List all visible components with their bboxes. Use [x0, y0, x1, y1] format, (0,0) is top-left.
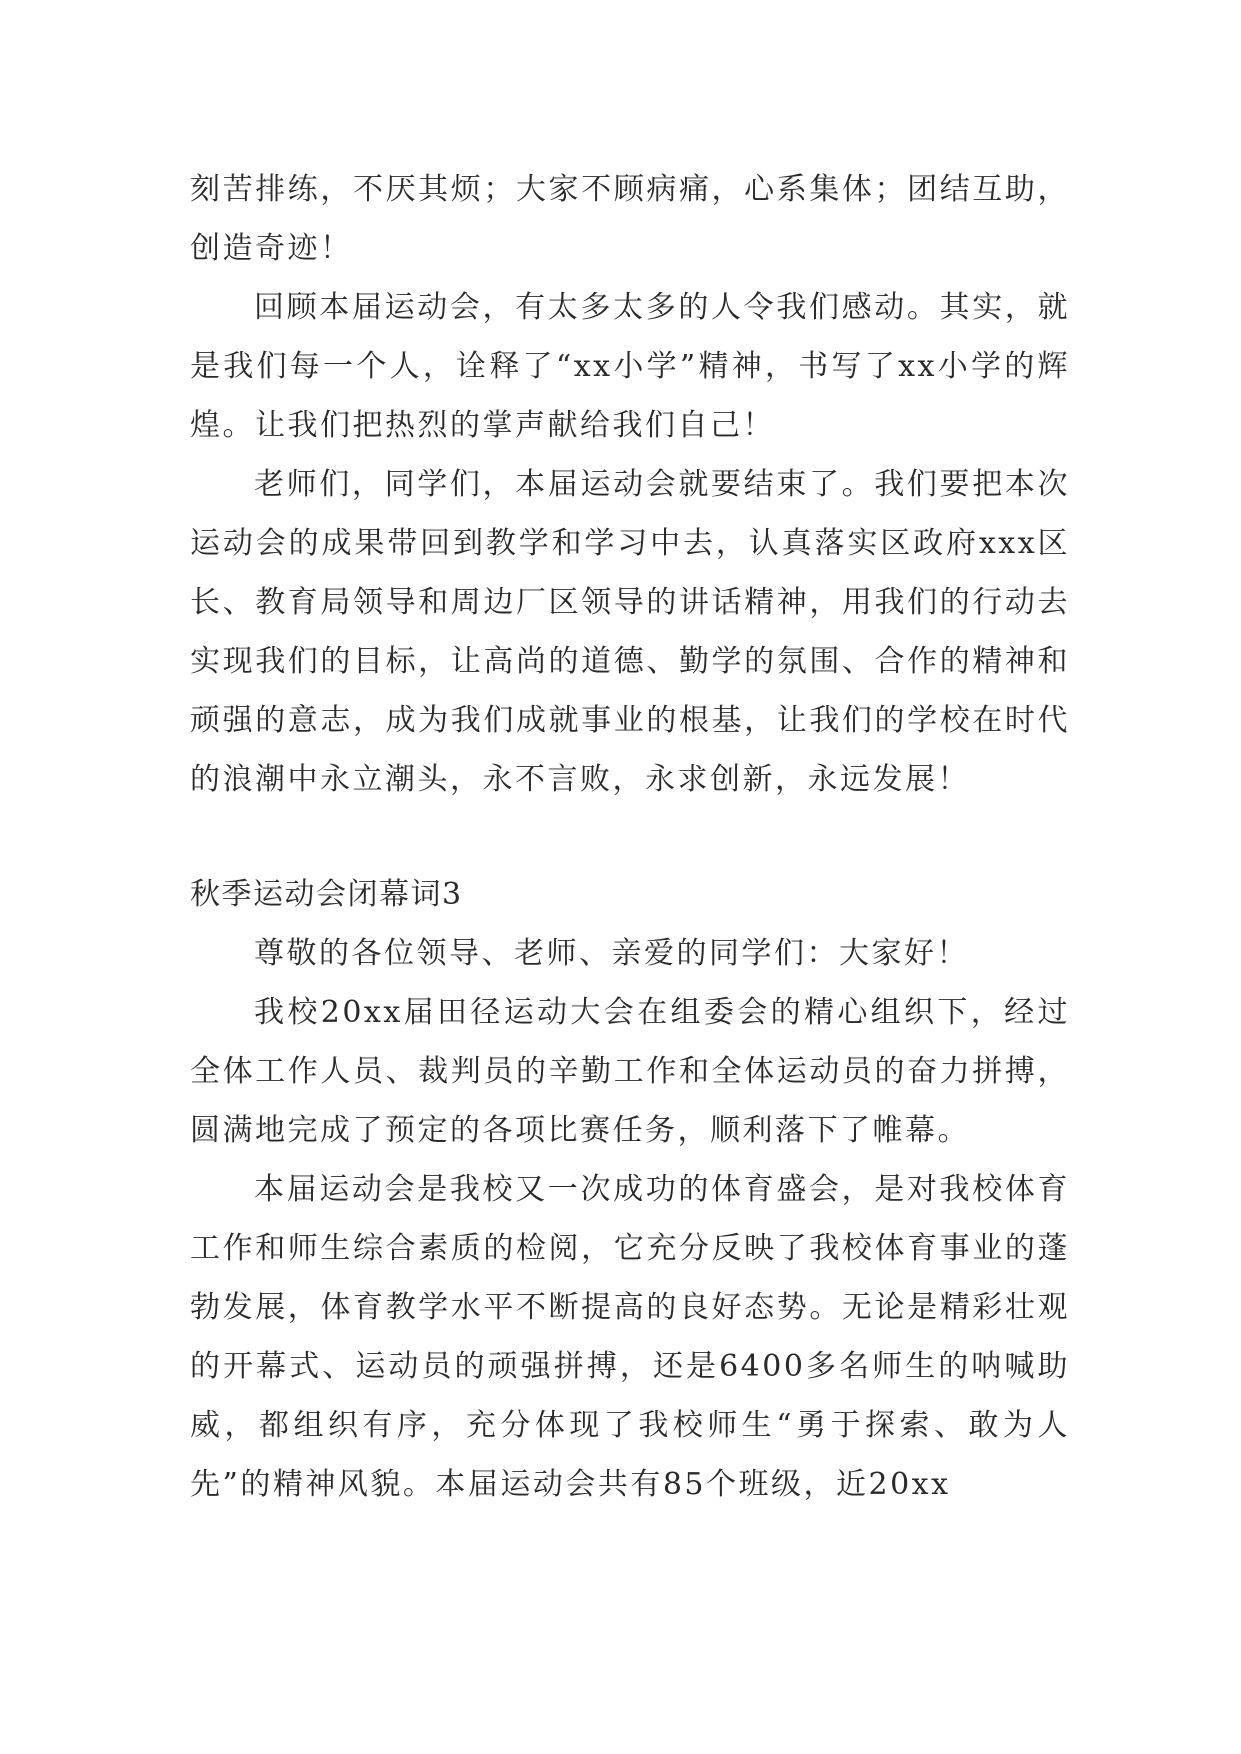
section-spacer: [190, 809, 1070, 865]
paragraph-closing: 老师们，同学们，本届运动会就要结束了。我们要把本次运动会的成果带回到教学和学习中去，认真落实区政府xxx区长、教育局领导和周边厂区领导的讲话精神，用我们的行动去实现我们的目标，让高尚的道德、勤学的氛围、合作的精神和顽强的意志，成为我们成就事业的根基，让我们的学校在时代的浪潮中永立潮头，永不言败，永求创新，永远发展！: [190, 467, 1070, 797]
paragraph-summary: 本届运动会是我校又一次成功的体育盛会，是对我校体育工作和师生综合素质的检阅，它充分反映了我校体育事业的蓬勃发展，体育教学水平不断提高的良好态势。无论是精彩壮观的开幕式、运动员的顽强拼搏，还是6400多名师生的呐喊助威，都组织有序，充分体现了我校师生“勇于探索、敢为人先”的精神风貌。本届运动会共有85个班级，近20xx: [190, 1172, 1070, 1502]
paragraph-review: 回顾本届运动会，有太多太多的人令我们感动。其实，就是我们每一个人，诠释了“xx小学”精神，书写了xx小学的辉煌。让我们把热烈的掌声献给我们自己！: [190, 290, 1070, 443]
paragraph-intro: 我校20xx届田径运动大会在组委会的精心组织下，经过全体工作人员、裁判员的辛勤工作和全体运动员的奋力拼搏，圆满地完成了预定的各项比赛任务，顺利落下了帷幕。: [190, 995, 1070, 1148]
document-body: [190, 160, 1070, 1514]
section-title: 秋季运动会闭幕词3: [190, 877, 463, 912]
paragraph-greeting: 尊敬的各位领导、老师、亲爱的同学们：大家好！: [254, 936, 969, 971]
paragraph-continuation: 刻苦排练，不厌其烦；大家不顾病痛，心系集体；团结互助，创造奇迹！: [190, 172, 1070, 266]
